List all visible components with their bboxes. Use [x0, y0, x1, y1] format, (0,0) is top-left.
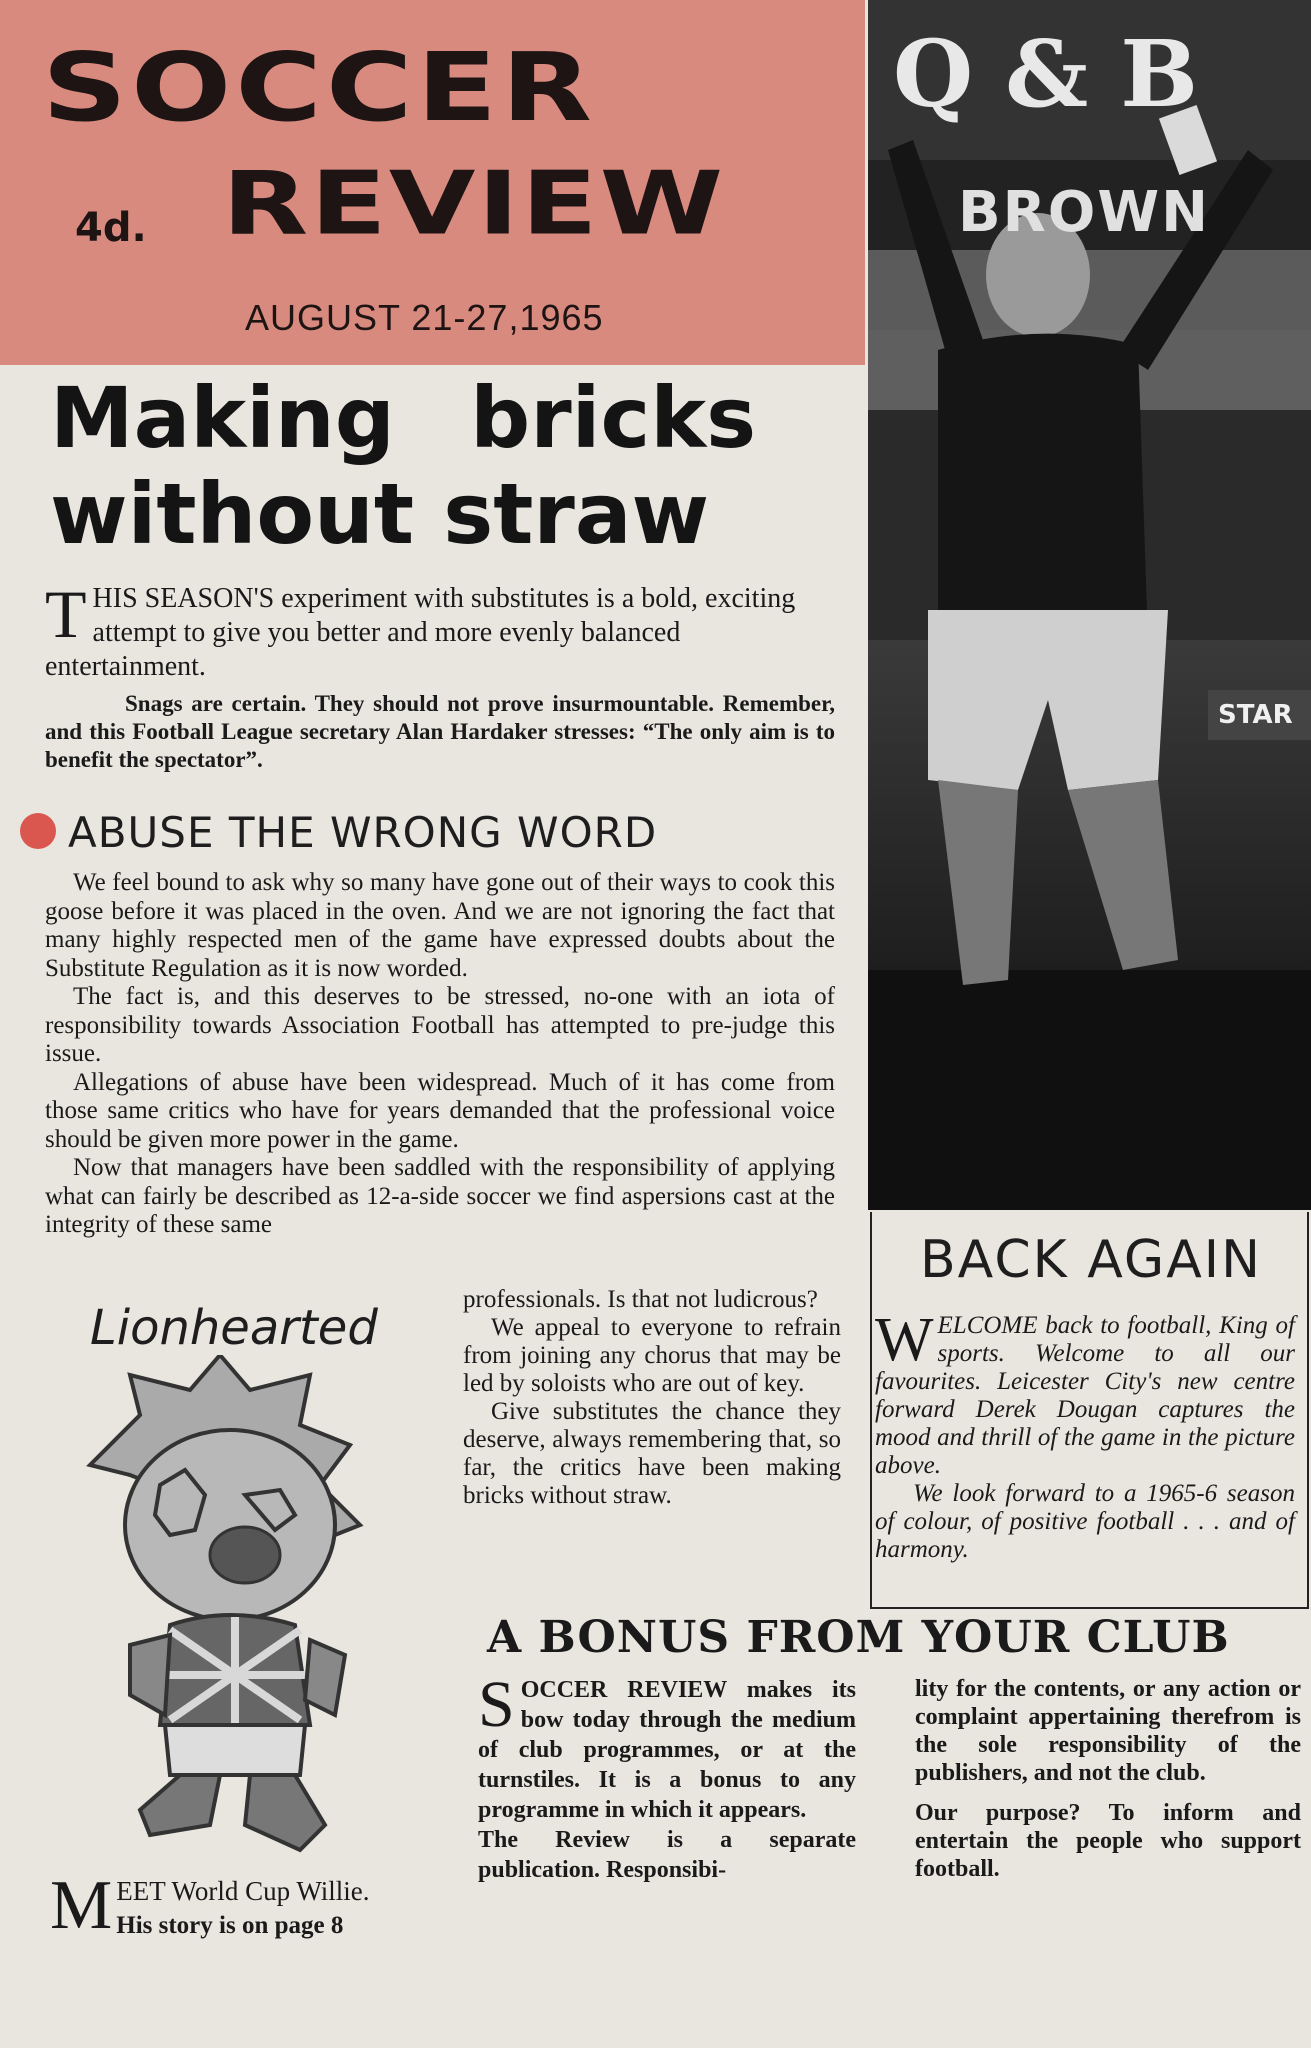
- bonus-col1-text: OCCER REVIEW makes its bow today through the medium of club programmes, or at the turnstiles. It is a bonus to any programme in which it appears.: [478, 1677, 856, 1823]
- bonus-col2-p2: Our purpose? To inform and entertain the people who support football.: [915, 1800, 1301, 1882]
- back-again-paragraph-2: We look forward to a 1965-6 season of colour, of positive football . . . and of harmony.: [875, 1480, 1295, 1563]
- continuation-paragraph: We appeal to everyone to refrain from joining any chorus that may be led by soloists who are out of key.: [463, 1314, 841, 1397]
- continuation-paragraph: Give substitutes the chance they deserve, always remembering that, so far, the critics have been making bricks without straw.: [463, 1398, 841, 1509]
- back-again-title: BACK AGAIN: [920, 1230, 1263, 1290]
- back-again-drop-cap: W: [875, 1306, 934, 1374]
- bonus-column-2: [915, 1675, 1301, 1883]
- photo-sign-qb: Q & B: [893, 20, 1199, 128]
- caption-line-1: EET World Cup Willie.: [116, 1876, 370, 1906]
- section-subhead: ABUSE THE WRONG WORD: [68, 808, 658, 857]
- lead-text: HIS SEASON'S experiment with substitutes is a bold, exciting attempt to give you better and more evenly balanced entertainment.: [45, 583, 796, 682]
- headline-line-1: Making bricks: [50, 369, 757, 467]
- snags-paragraph: Snags are certain. They should not prove insurmountable. Remember, and this Football League secretary Alan Hardaker stresses: “The only aim is to benefit the spectator”.: [45, 691, 835, 772]
- bonus-column-1: [478, 1668, 856, 1885]
- masthead-title-soccer: SOCCER: [42, 32, 596, 143]
- body-paragraph: We feel bound to ask why so many have gone out of their ways to cook this goose before it was placed in the oven. And we are not ignoring the fact that many highly respected men of the game have expressed doubts about the Substitute Regulation as it is now worded.: [45, 869, 835, 982]
- headline-line-2: without straw: [50, 465, 710, 563]
- caption-drop-cap: M: [50, 1867, 113, 1944]
- body-paragraph: Allegations of abuse have been widespread. Much of it has come from those same critics who have for years demanded that the professional voice should be given more power in the game.: [45, 1068, 835, 1153]
- body-paragraph: Now that managers have been saddled with the responsibility of applying what can fairly be described as 12-a-side soccer we find aspersions cast at the integrity of these same: [45, 1154, 835, 1238]
- bonus-col2-p1: lity for the contents, or any action or complaint appertaining therefrom is the sole responsibility of the publishers, and not the club.: [915, 1676, 1301, 1786]
- world-cup-willie-caption: [50, 1867, 450, 1944]
- price-label: 4d.: [75, 205, 147, 251]
- world-cup-willie-cartoon: [70, 1355, 400, 1865]
- continuation-paragraph: professionals. Is that not ludicrous?: [463, 1286, 818, 1313]
- lionhearted-title: Lionhearted: [90, 1300, 378, 1356]
- lead-drop-cap: T: [45, 576, 87, 652]
- photo-sign-star: STAR: [1218, 700, 1293, 730]
- issue-date: AUGUST 21-27,1965: [245, 297, 604, 338]
- body-paragraph: The fact is, and this deserves to be stressed, no-one with an iota of responsibility towards Association Football has attempted to pre-judge this issue.: [45, 983, 835, 1067]
- caption-line-2: His story is on page 8: [116, 1912, 344, 1939]
- red-bullet-icon: [20, 813, 56, 849]
- bonus-title: A BONUS FROM YOUR CLUB: [487, 1612, 1230, 1663]
- article-continuation: [463, 1286, 841, 1510]
- main-headline: [50, 370, 860, 562]
- cover-photo: [868, 0, 1311, 1210]
- masthead-title-review: REVIEW: [222, 152, 726, 255]
- bonus-col1-p2: The Review is a separate publication. Responsibi-: [478, 1827, 856, 1883]
- back-again-paragraph-1: ELCOME back to football, King of sports. Welcome to all our favourites. Leicester City's new centre forward Derek Dougan captures the mood and thrill of the game in the picture above.: [875, 1312, 1295, 1479]
- article-body: [45, 869, 835, 1240]
- back-again-text: [875, 1306, 1295, 1564]
- lead-paragraph: [45, 576, 840, 684]
- bonus-drop-cap: S: [478, 1668, 515, 1741]
- photo-sign-brown: BROWN: [958, 180, 1211, 245]
